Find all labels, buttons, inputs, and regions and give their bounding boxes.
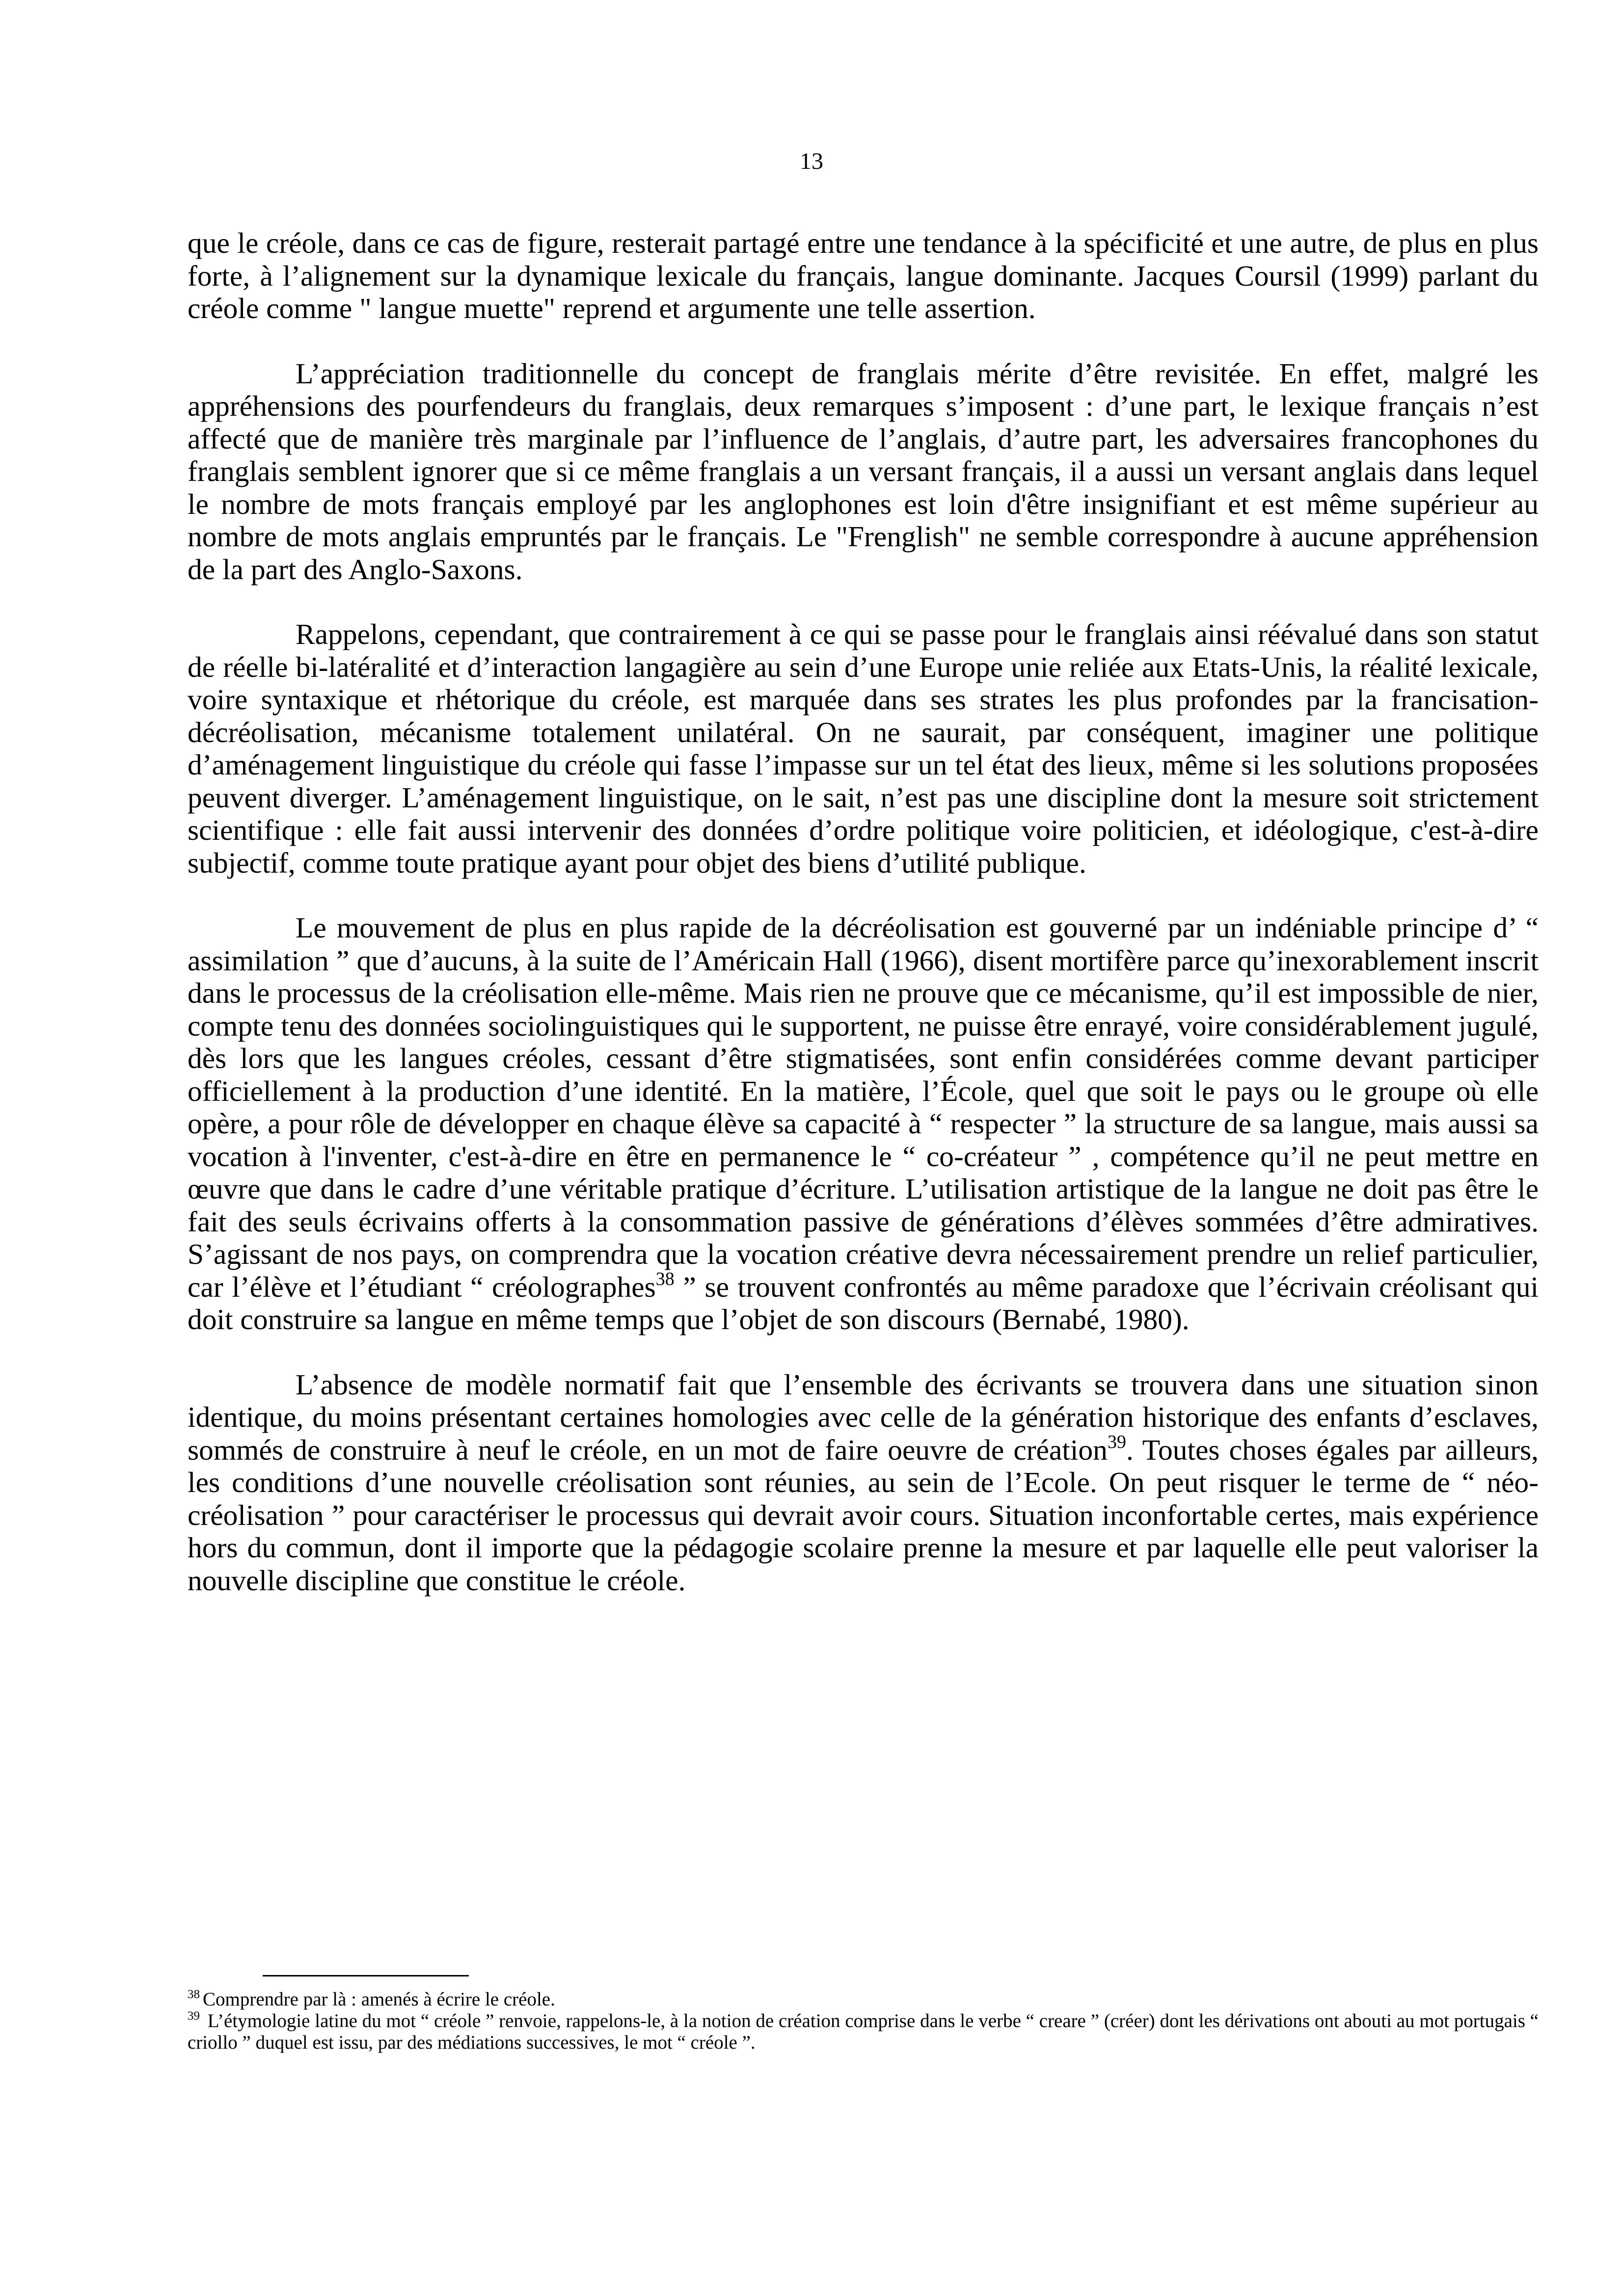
footnote-number: 38 xyxy=(188,1988,200,2001)
footnote-text: Comprendre par là : amenés à écrire le créole. xyxy=(203,1989,555,2010)
page-number: 13 xyxy=(800,148,823,174)
paragraph-3: Rappelons, cependant, que contrairement à ce qui se passe pour le franglais ainsi réévalué dans son statut de réelle bi-latéralité et d’interaction langagière au sein d’une Europe unie reliée aux Etats-Unis, la réalité lexicale, voire syntaxique et rhétorique du créole, est marquée dans ses strates les plus profondes par la francisation-décréolisation, mécanisme totalement unilatéral. On ne saurait, par conséquent, imaginer une politique d’aménagement linguistique du créole qui fasse l’impasse sur un tel état des lieux, même si les solutions proposées peuvent diverger. L’aménagement linguistique, on le sait, n’est pas une discipline dont la mesure soit strictement scientifique : elle fait aussi intervenir des données d’ordre politique voire politicien, et idéologique, c'est-à-dire subjectif, comme toute pratique ayant pour objet des biens d’utilité publique. xyxy=(188,618,1539,879)
footnote-ref-38[interactable]: 38 xyxy=(655,1268,675,1289)
paragraph-1: que le créole, dans ce cas de figure, resterait partagé entre une tendance à la spécificité et une autre, de plus en plus forte, à l’alignement sur la dynamique lexicale du français, langue dominante. Jacques Coursil (1999) parlant du créole comme " langue muette" reprend et argumente une telle assertion. xyxy=(188,227,1539,324)
body-text xyxy=(188,227,1539,1597)
paragraph-2: L’appréciation traditionnelle du concept de franglais mérite d’être revisitée. En effet, malgré les appréhensions des pourfendeurs du franglais, deux remarques s’imposent : d’une part, le lexique français n’est affecté que de manière très marginale par l’influence de l’anglais, d’autre part, les adversaires francophones du franglais semblent ignorer que si ce même franglais a un versant français, il a aussi un versant anglais dans lequel le nombre de mots français employé par les anglophones est loin d'être insignifiant et est même supérieur au nombre de mots anglais empruntés par le français. Le "Frenglish" ne semble correspondre à aucune appréhension de la part des Anglo-Saxons. xyxy=(188,357,1539,586)
paragraph-5 xyxy=(188,1368,1539,1597)
paragraph-4-text-after: ” se trouvent confrontés au même paradoxe que l’écrivain créolisant qui doit construire sa langue en même temps que l’objet de son discours (Bernabé, 1980). xyxy=(188,1270,1539,1335)
footnote-text: L’étymologie latine du mot “ créole ” renvoie, rappelons-le, à la notion de création comprise dans le verbe “ creare ” (créer) dont les dérivations ont abouti au mot portugais “ criollo ” duquel est issu, par des médiations successives, le mot “ créole ”. xyxy=(188,2010,1539,2053)
paragraph-5-text-after: . Toutes choses égales par ailleurs, les conditions d’une nouvelle créolisation sont réunies, au sein de l’Ecole. On peut risquer le terme de “ néo-créolisation ” pour caractériser le processus qui devrait avoir cours. Situation inconfortable certes, mais expérience hors du commun, dont il importe que la pédagogie scolaire prenne la mesure et par laquelle elle peut valoriser la nouvelle discipline que constitue le créole. xyxy=(188,1433,1539,1597)
paragraph-4 xyxy=(188,911,1539,1336)
footnote-number: 39 xyxy=(188,2009,200,2023)
footnote-39 xyxy=(188,2010,1539,2054)
footnotes xyxy=(188,1989,1539,2054)
paragraph-5-text-before: L’absence de modèle normatif fait que l’ensemble des écrivants se trouvera dans une situation sinon identique, du moins présentant certaines homologies avec celle de la génération historique des enfants d’esclaves, sommés de construire à neuf le créole, en un mot de faire oeuvre de création xyxy=(188,1368,1539,1466)
footnote-separator xyxy=(263,1975,469,1976)
footnote-ref-39[interactable]: 39 xyxy=(1107,1431,1126,1452)
footnote-38 xyxy=(188,1989,1539,2010)
paragraph-4-text-before: Le mouvement de plus en plus rapide de la décréolisation est gouverné par un indéniable principe d’ “ assimilation ” que d’aucuns, à la suite de l’Américain Hall (1966), disent mortifère parce qu’inexorablement inscrit dans le processus de la créolisation elle-même. Mais rien ne prouve que ce mécanisme, qu’il est impossible de nier, compte tenu des données sociolinguistiques qui le supportent, ne puisse être enrayé, voire considérablement jugulé, dès lors que les langues créoles, cessant d’être stigmatisées, sont enfin considérées comme devant participer officiellement à la production d’une identité. En la matière, l’École, quel que soit le pays ou le groupe où elle opère, a pour rôle de développer en chaque élève sa capacité à “ respecter ” la structure de sa langue, mais aussi sa vocation à l'inventer, c'est-à-dire en être en permanence le “ co-créateur ” , compétence qu’il ne peut mettre en œuvre que dans le cadre d’une véritable pratique d’écriture. L’utilisation artistique de la langue ne doit pas être le fait des seuls écrivains offerts à la consommation passive de générations d’élèves sommées d’être admiratives. S’agissant de nos pays, on comprendra que la vocation créative devra nécessairement prendre un relief particulier, car l’élève et l’étudiant “ créolographes xyxy=(188,911,1539,1303)
